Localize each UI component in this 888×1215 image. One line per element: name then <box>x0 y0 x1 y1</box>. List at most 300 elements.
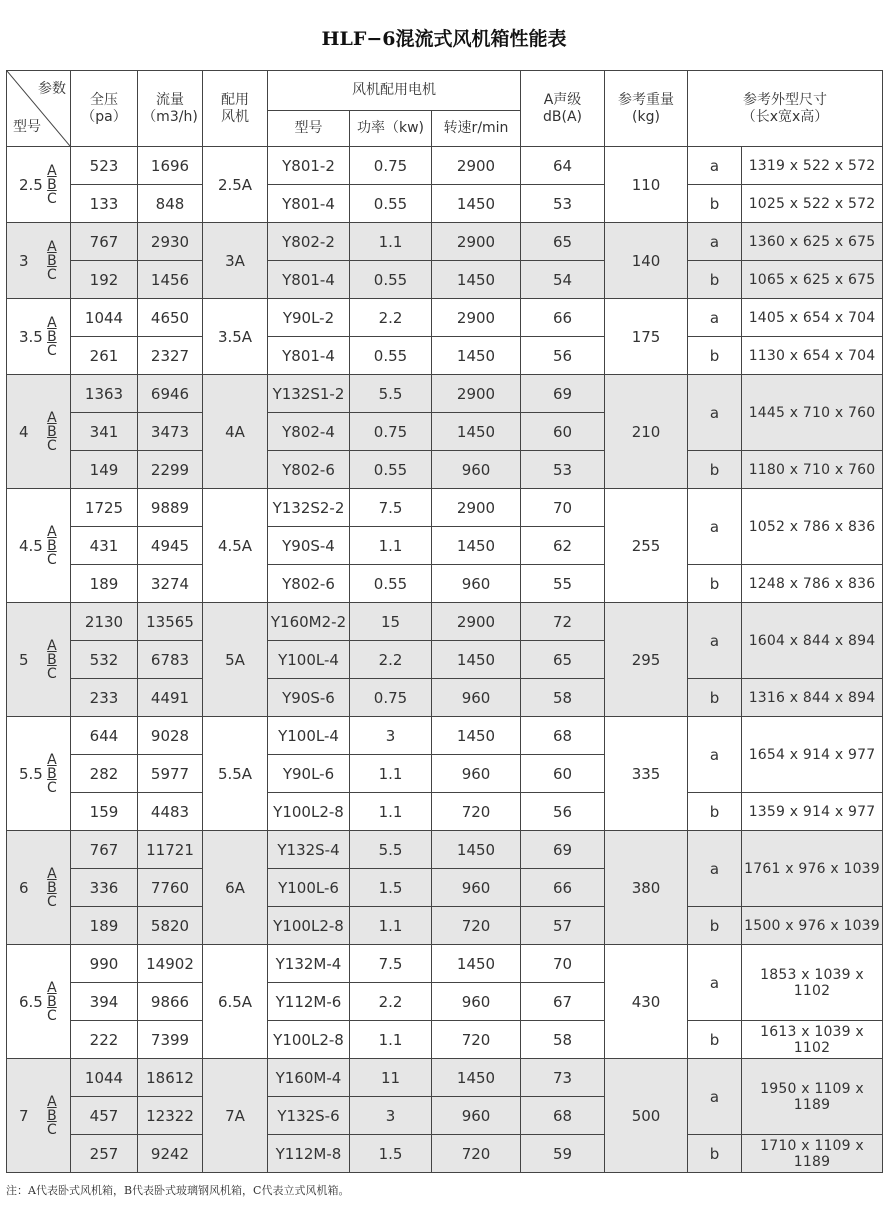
power-cell: 7.5 <box>350 945 432 983</box>
variant-letter: C <box>47 893 57 910</box>
speed-cell: 720 <box>432 907 521 945</box>
dims-cell: 1445 x 710 x 760 <box>742 375 883 451</box>
flow-cell: 1696 <box>138 147 203 185</box>
flow-cell: 5820 <box>138 907 203 945</box>
fan-cell: 6A <box>203 831 268 945</box>
model-variants <box>47 316 57 358</box>
fan-label-2: 风机 <box>221 108 249 125</box>
motor-model-cell: Y802-6 <box>268 451 350 489</box>
pressure-cell: 990 <box>71 945 138 983</box>
variant-letter: A <box>47 409 57 426</box>
power-cell: 1.1 <box>350 907 432 945</box>
motor-model-cell: Y100L2-8 <box>268 1021 350 1059</box>
model-variants <box>47 411 57 453</box>
fan-group <box>7 375 883 489</box>
pressure-cell: 644 <box>71 717 138 755</box>
noise-cell: 62 <box>521 527 605 565</box>
speed-cell: 2900 <box>432 299 521 337</box>
pressure-cell: 222 <box>71 1021 138 1059</box>
variant-letter: B <box>47 765 57 782</box>
page-title: HLF−6混流式风机箱性能表 <box>321 28 567 50</box>
variant-letter: C <box>47 342 57 359</box>
motor-model-cell: Y100L2-8 <box>268 793 350 831</box>
model-cell <box>7 945 71 1059</box>
flow-cell: 4945 <box>138 527 203 565</box>
weight-cell: 110 <box>605 147 688 223</box>
speed-cell: 960 <box>432 755 521 793</box>
fan-cell: 4.5A <box>203 489 268 603</box>
fan-group <box>7 1059 883 1173</box>
variant-letter: B <box>47 651 57 668</box>
pressure-cell: 431 <box>71 527 138 565</box>
dims-cell: 1359 x 914 x 977 <box>742 793 883 831</box>
model-variants <box>47 639 57 681</box>
pressure-cell: 341 <box>71 413 138 451</box>
speed-cell: 2900 <box>432 147 521 185</box>
speed-cell: 960 <box>432 451 521 489</box>
table-row <box>7 565 883 603</box>
model-variants <box>47 1095 57 1137</box>
fan-group <box>7 831 883 945</box>
flow-cell: 18612 <box>138 1059 203 1097</box>
model-number: 3 <box>19 251 29 270</box>
power-cell: 5.5 <box>350 831 432 869</box>
table-row <box>7 185 883 223</box>
dims-cell: 1710 x 1109 x 1189 <box>742 1135 883 1173</box>
speed-cell: 1450 <box>432 641 521 679</box>
weight-cell: 295 <box>605 603 688 717</box>
footnote: 注：A代表卧式风机箱，B代表卧式玻璃钢风机箱，C代表立式风机箱。 <box>6 1184 350 1197</box>
param-label: 参数 <box>38 81 66 97</box>
variant-letter: C <box>47 551 57 568</box>
power-cell: 1.1 <box>350 527 432 565</box>
flow-cell: 9242 <box>138 1135 203 1173</box>
table-row <box>7 717 883 755</box>
fan-group <box>7 945 883 1059</box>
speed-cell: 960 <box>432 679 521 717</box>
flow-cell: 4491 <box>138 679 203 717</box>
model-label: 型号 <box>13 119 41 135</box>
weight-unit: (kg) <box>632 108 660 125</box>
fan-cell: 3A <box>203 223 268 299</box>
speed-cell: 1450 <box>432 337 521 375</box>
dims-variant-cell: b <box>688 337 742 375</box>
variant-letter: C <box>47 190 57 207</box>
motor-model-cell: Y802-2 <box>268 223 350 261</box>
speed-cell: 1450 <box>432 185 521 223</box>
weight-cell: 140 <box>605 223 688 299</box>
variant-letter: B <box>47 176 57 193</box>
motor-model-cell: Y100L-4 <box>268 717 350 755</box>
motor-model-cell: Y802-4 <box>268 413 350 451</box>
speed-cell: 1450 <box>432 527 521 565</box>
motor-model-cell: Y132S-6 <box>268 1097 350 1135</box>
variant-letter: B <box>47 252 57 269</box>
motor-model-cell: Y132M-4 <box>268 945 350 983</box>
dims-cell: 1405 x 654 x 704 <box>742 299 883 337</box>
dims-cell: 1319 x 522 x 572 <box>742 147 883 185</box>
weight-cell: 335 <box>605 717 688 831</box>
dims-cell: 1180 x 710 x 760 <box>742 451 883 489</box>
power-cell: 1.1 <box>350 223 432 261</box>
weight-cell: 380 <box>605 831 688 945</box>
pressure-cell: 2130 <box>71 603 138 641</box>
flow-cell: 5977 <box>138 755 203 793</box>
model-variants <box>47 867 57 909</box>
speed-cell: 720 <box>432 1135 521 1173</box>
speed-cell: 720 <box>432 793 521 831</box>
dims-label: 参考外型尺寸 <box>743 91 828 108</box>
pressure-cell: 257 <box>71 1135 138 1173</box>
dims-cell: 1500 x 976 x 1039 <box>742 907 883 945</box>
dims-variant-cell: b <box>688 261 742 299</box>
noise-cell: 56 <box>521 337 605 375</box>
speed-cell: 720 <box>432 1021 521 1059</box>
power-cell: 0.75 <box>350 413 432 451</box>
motor-model-cell: Y801-2 <box>268 147 350 185</box>
variant-letter: B <box>47 879 57 896</box>
speed-cell: 1450 <box>432 1059 521 1097</box>
noise-cell: 69 <box>521 375 605 413</box>
noise-header <box>521 71 605 147</box>
pressure-cell: 1044 <box>71 299 138 337</box>
weight-cell: 500 <box>605 1059 688 1173</box>
speed-header: 转速r/min <box>432 111 521 147</box>
noise-cell: 65 <box>521 223 605 261</box>
variant-letter: C <box>47 1121 57 1138</box>
dims-cell: 1853 x 1039 x 1102 <box>742 945 883 1021</box>
noise-cell: 60 <box>521 413 605 451</box>
variant-letter: C <box>47 1007 57 1024</box>
noise-cell: 53 <box>521 185 605 223</box>
flow-label: 流量 <box>156 91 184 108</box>
power-cell: 7.5 <box>350 489 432 527</box>
table-row <box>7 679 883 717</box>
pressure-cell: 336 <box>71 869 138 907</box>
noise-cell: 53 <box>521 451 605 489</box>
model-number: 5.5 <box>19 764 43 783</box>
power-cell: 5.5 <box>350 375 432 413</box>
motor-model-cell: Y100L-4 <box>268 641 350 679</box>
fan-group <box>7 603 883 717</box>
power-header: 功率（kw) <box>350 111 432 147</box>
noise-cell: 68 <box>521 717 605 755</box>
dims-variant-cell: a <box>688 375 742 451</box>
flow-cell: 9028 <box>138 717 203 755</box>
pressure-cell: 767 <box>71 831 138 869</box>
flow-cell: 14902 <box>138 945 203 983</box>
pressure-cell: 189 <box>71 907 138 945</box>
dims-cell: 1025 x 522 x 572 <box>742 185 883 223</box>
variant-letter: A <box>47 314 57 331</box>
motor-model-cell: Y112M-8 <box>268 1135 350 1173</box>
model-number: 4 <box>19 422 29 441</box>
dims-cell: 1360 x 625 x 675 <box>742 223 883 261</box>
table-row <box>7 603 883 641</box>
speed-cell: 960 <box>432 1097 521 1135</box>
table-row <box>7 223 883 261</box>
speed-cell: 2900 <box>432 223 521 261</box>
model-variants <box>47 525 57 567</box>
table-row <box>7 907 883 945</box>
fan-header <box>203 71 268 147</box>
variant-letter: A <box>47 637 57 654</box>
variant-letter: C <box>47 266 57 283</box>
flow-cell: 9889 <box>138 489 203 527</box>
noise-cell: 55 <box>521 565 605 603</box>
flow-cell: 3274 <box>138 565 203 603</box>
fan-cell: 4A <box>203 375 268 489</box>
pressure-cell: 133 <box>71 185 138 223</box>
power-cell: 1.5 <box>350 1135 432 1173</box>
power-cell: 15 <box>350 603 432 641</box>
power-cell: 0.55 <box>350 337 432 375</box>
variant-letter: A <box>47 979 57 996</box>
motor-model-cell: Y802-6 <box>268 565 350 603</box>
model-cell <box>7 223 71 299</box>
power-cell: 1.1 <box>350 755 432 793</box>
variant-letter: B <box>47 993 57 1010</box>
dims-variant-cell: a <box>688 223 742 261</box>
speed-cell: 2900 <box>432 489 521 527</box>
pressure-cell: 1363 <box>71 375 138 413</box>
variant-letter: B <box>47 537 57 554</box>
model-variants <box>47 164 57 206</box>
model-number: 4.5 <box>19 536 43 555</box>
noise-cell: 67 <box>521 983 605 1021</box>
model-cell <box>7 717 71 831</box>
fan-cell: 5.5A <box>203 717 268 831</box>
variant-letter: B <box>47 423 57 440</box>
dims-variant-cell: a <box>688 489 742 565</box>
flow-cell: 6946 <box>138 375 203 413</box>
fan-group <box>7 223 883 299</box>
pressure-unit: （pa） <box>81 108 127 125</box>
table-row <box>7 1021 883 1059</box>
dims-variant-cell: a <box>688 1059 742 1135</box>
fan-group <box>7 147 883 223</box>
power-cell: 0.75 <box>350 679 432 717</box>
pressure-header <box>71 71 138 147</box>
pressure-cell: 1044 <box>71 1059 138 1097</box>
fan-cell: 3.5A <box>203 299 268 375</box>
dims-cell: 1654 x 914 x 977 <box>742 717 883 793</box>
power-cell: 1.1 <box>350 1021 432 1059</box>
weight-label: 参考重量 <box>618 91 675 108</box>
speed-cell: 1450 <box>432 717 521 755</box>
table-row <box>7 1135 883 1173</box>
motor-model-header: 型号 <box>268 111 350 147</box>
pressure-cell: 767 <box>71 223 138 261</box>
flow-cell: 6783 <box>138 641 203 679</box>
motor-model-cell: Y90L-2 <box>268 299 350 337</box>
variant-letter: C <box>47 665 57 682</box>
dims-cell: 1613 x 1039 x 1102 <box>742 1021 883 1059</box>
variant-letter: C <box>47 779 57 796</box>
dims-variant-cell: b <box>688 1135 742 1173</box>
motor-model-cell: Y801-4 <box>268 185 350 223</box>
noise-cell: 58 <box>521 679 605 717</box>
table-row <box>7 793 883 831</box>
dims-cell: 1316 x 844 x 894 <box>742 679 883 717</box>
flow-cell: 13565 <box>138 603 203 641</box>
speed-cell: 1450 <box>432 413 521 451</box>
power-cell: 2.2 <box>350 299 432 337</box>
power-cell: 1.1 <box>350 793 432 831</box>
power-cell: 2.2 <box>350 983 432 1021</box>
table-row <box>7 1059 883 1097</box>
speed-cell: 2900 <box>432 375 521 413</box>
model-variants <box>47 981 57 1023</box>
motor-model-cell: Y160M-4 <box>268 1059 350 1097</box>
flow-cell: 848 <box>138 185 203 223</box>
motor-model-cell: Y132S-4 <box>268 831 350 869</box>
noise-cell: 73 <box>521 1059 605 1097</box>
fan-label: 配用 <box>221 91 249 108</box>
noise-cell: 60 <box>521 755 605 793</box>
model-cell <box>7 147 71 223</box>
pressure-cell: 282 <box>71 755 138 793</box>
model-number: 2.5 <box>19 175 43 194</box>
model-cell <box>7 489 71 603</box>
pressure-cell: 261 <box>71 337 138 375</box>
weight-cell: 430 <box>605 945 688 1059</box>
dims-variant-cell: a <box>688 147 742 185</box>
motor-model-cell: Y100L-6 <box>268 869 350 907</box>
param-model-header <box>7 71 71 147</box>
noise-cell: 66 <box>521 869 605 907</box>
table-row <box>7 945 883 983</box>
flow-unit: （m3/h) <box>142 108 198 125</box>
noise-cell: 59 <box>521 1135 605 1173</box>
dims-cell: 1248 x 786 x 836 <box>742 565 883 603</box>
variant-letter: A <box>47 162 57 179</box>
model-cell <box>7 299 71 375</box>
dims-variant-cell: b <box>688 185 742 223</box>
motor-model-cell: Y112M-6 <box>268 983 350 1021</box>
flow-cell: 1456 <box>138 261 203 299</box>
table-row <box>7 299 883 337</box>
motor-model-cell: Y160M2-2 <box>268 603 350 641</box>
model-number: 6.5 <box>19 992 43 1011</box>
variant-letter: B <box>47 1107 57 1124</box>
dims-cell: 1761 x 976 x 1039 <box>742 831 883 907</box>
power-cell: 0.55 <box>350 451 432 489</box>
dims-variant-cell: a <box>688 299 742 337</box>
pressure-cell: 189 <box>71 565 138 603</box>
dims-variant-cell: b <box>688 793 742 831</box>
noise-cell: 68 <box>521 1097 605 1135</box>
dims-variant-cell: a <box>688 945 742 1021</box>
fan-group <box>7 299 883 375</box>
dims-variant-cell: a <box>688 603 742 679</box>
table-row <box>7 375 883 413</box>
noise-cell: 69 <box>521 831 605 869</box>
motor-model-cell: Y90S-6 <box>268 679 350 717</box>
dims-variant-cell: b <box>688 1021 742 1059</box>
table-row <box>7 147 883 185</box>
noise-cell: 58 <box>521 1021 605 1059</box>
dims-variant-cell: b <box>688 565 742 603</box>
noise-cell: 54 <box>521 261 605 299</box>
flow-cell: 12322 <box>138 1097 203 1135</box>
power-cell: 2.2 <box>350 641 432 679</box>
variant-letter: A <box>47 238 57 255</box>
noise-cell: 57 <box>521 907 605 945</box>
dims-cell: 1604 x 844 x 894 <box>742 603 883 679</box>
motor-model-cell: Y132S1-2 <box>268 375 350 413</box>
pressure-cell: 233 <box>71 679 138 717</box>
model-number: 5 <box>19 650 29 669</box>
dims-cell: 1065 x 625 x 675 <box>742 261 883 299</box>
flow-cell: 4483 <box>138 793 203 831</box>
fan-group <box>7 489 883 603</box>
dims-variant-cell: a <box>688 831 742 907</box>
noise-cell: 56 <box>521 793 605 831</box>
motor-model-cell: Y801-4 <box>268 261 350 299</box>
flow-cell: 2930 <box>138 223 203 261</box>
motor-model-cell: Y801-4 <box>268 337 350 375</box>
pressure-cell: 1725 <box>71 489 138 527</box>
weight-cell: 210 <box>605 375 688 489</box>
motor-model-cell: Y90S-4 <box>268 527 350 565</box>
dims-variant-cell: b <box>688 679 742 717</box>
table-row <box>7 337 883 375</box>
flow-cell: 11721 <box>138 831 203 869</box>
fan-group <box>7 717 883 831</box>
table-row <box>7 489 883 527</box>
dims-cell: 1052 x 786 x 836 <box>742 489 883 565</box>
variant-letter: B <box>47 328 57 345</box>
variant-letter: A <box>47 523 57 540</box>
power-cell: 3 <box>350 1097 432 1135</box>
motor-model-cell: Y132S2-2 <box>268 489 350 527</box>
flow-cell: 2299 <box>138 451 203 489</box>
power-cell: 3 <box>350 717 432 755</box>
model-cell <box>7 1059 71 1173</box>
flow-cell: 4650 <box>138 299 203 337</box>
dims-unit: （长x宽x高） <box>741 108 829 125</box>
pressure-cell: 457 <box>71 1097 138 1135</box>
pressure-cell: 532 <box>71 641 138 679</box>
weight-header <box>605 71 688 147</box>
speed-cell: 960 <box>432 565 521 603</box>
dims-variant-cell: b <box>688 451 742 489</box>
table-row <box>7 451 883 489</box>
flow-cell: 3473 <box>138 413 203 451</box>
model-cell <box>7 831 71 945</box>
pressure-cell: 192 <box>71 261 138 299</box>
weight-cell: 175 <box>605 299 688 375</box>
fan-cell: 7A <box>203 1059 268 1173</box>
pressure-cell: 149 <box>71 451 138 489</box>
speed-cell: 960 <box>432 869 521 907</box>
speed-cell: 1450 <box>432 261 521 299</box>
model-variants <box>47 240 57 282</box>
model-cell <box>7 375 71 489</box>
pressure-cell: 159 <box>71 793 138 831</box>
model-number: 7 <box>19 1106 29 1125</box>
noise-cell: 64 <box>521 147 605 185</box>
noise-cell: 72 <box>521 603 605 641</box>
fan-cell: 5A <box>203 603 268 717</box>
noise-cell: 65 <box>521 641 605 679</box>
pressure-cell: 523 <box>71 147 138 185</box>
fan-cell: 6.5A <box>203 945 268 1059</box>
speed-cell: 960 <box>432 983 521 1021</box>
noise-cell: 70 <box>521 489 605 527</box>
table-row <box>7 831 883 869</box>
